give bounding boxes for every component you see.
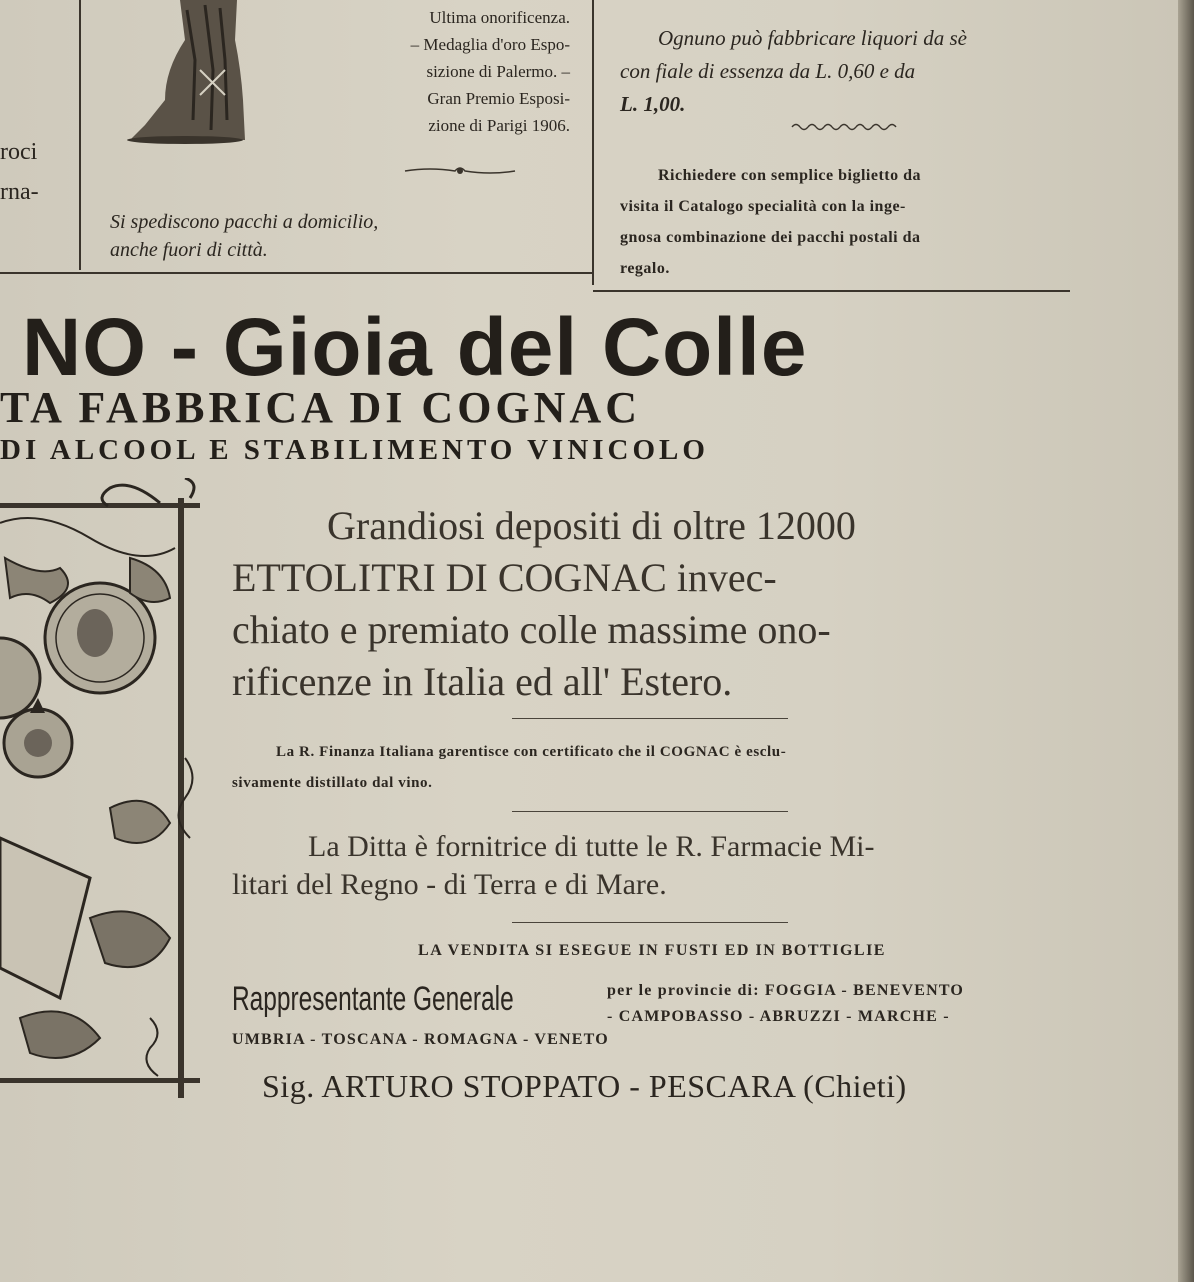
representative-name: Sig. ARTURO STOPPATO - PESCARA (Chieti) bbox=[262, 1068, 907, 1104]
rappresentante-label: Rappresentante Generale bbox=[232, 980, 514, 1018]
column-fragment bbox=[0, 132, 39, 212]
top-box-bottom-rule bbox=[0, 272, 593, 274]
catalogo-note bbox=[620, 160, 1070, 284]
shipping-line: anche fuori di città. bbox=[110, 239, 268, 261]
vendita-line: LA VENDITA SI ESEGUE IN FUSTI ED IN BOTTIGLIE bbox=[418, 942, 886, 959]
fragment-line: roci bbox=[0, 139, 38, 165]
award-line: sizione di Palermo. – bbox=[426, 62, 570, 81]
divider-line bbox=[512, 811, 788, 812]
award-text bbox=[320, 4, 570, 139]
page-title: NO - Gioia del Colle bbox=[22, 302, 808, 393]
provincie-line: per le provincie di: FOGGIA - BENEVENTO bbox=[607, 982, 965, 999]
depositi-line: rificenze in Italia ed all' Estero. bbox=[232, 659, 733, 704]
right-box-bottom-rule bbox=[593, 290, 1070, 292]
subheadline-alcool: DI ALCOOL E STABILIMENTO VINICOLO bbox=[0, 434, 709, 466]
depositi-line: chiato e premiato colle massime ono- bbox=[232, 607, 831, 652]
wavy-divider bbox=[790, 121, 900, 133]
provincie-line: - CAMPOBASSO - ABRUZZI - MARCHE - bbox=[607, 1008, 950, 1025]
vine-medals-illustration bbox=[0, 478, 215, 1118]
award-line: Ultima onorificenza. bbox=[429, 8, 570, 27]
fragment-line: rna- bbox=[0, 179, 39, 205]
liquori-note bbox=[620, 22, 1070, 121]
depositi-paragraph bbox=[232, 500, 1072, 708]
award-line: – Medaglia d'oro Espo- bbox=[410, 35, 570, 54]
page-edge-shadow bbox=[1178, 0, 1194, 1282]
divider-line bbox=[512, 718, 788, 719]
center-column-rule bbox=[592, 0, 594, 285]
subheadline-cognac: TA FABBRICA DI COGNAC bbox=[0, 383, 641, 432]
liquori-line: con fiale di essenza da L. 0,60 e da bbox=[620, 59, 916, 83]
depositi-line: ETTOLITRI DI COGNAC invec- bbox=[232, 555, 777, 600]
provincie-text bbox=[607, 978, 964, 1030]
finanza-line: sivamente distillato dal vino. bbox=[232, 775, 433, 791]
catalogo-line: visita il Catalogo specialità con la inge- bbox=[620, 198, 906, 215]
award-line: Gran Premio Esposi- bbox=[427, 89, 570, 108]
ditta-line: La Ditta è fornitrice di tutte le R. Farmacie Mi- bbox=[308, 830, 875, 863]
catalogo-line: Richiedere con semplice biglietto da bbox=[658, 167, 921, 184]
catalogo-line: gnosa combinazione dei pacchi postali da bbox=[620, 229, 921, 246]
provincie-line-3: UMBRIA - TOSCANA - ROMAGNA - VENETO bbox=[232, 1031, 609, 1048]
catalogo-line: regalo. bbox=[620, 260, 670, 277]
depositi-line: Grandiosi depositi di oltre 12000 bbox=[327, 503, 856, 548]
ditta-line: litari del Regno - di Terra e di Mare. bbox=[232, 868, 667, 901]
left-column-rule bbox=[79, 0, 81, 270]
divider-line bbox=[512, 922, 788, 923]
shipping-note bbox=[110, 208, 580, 264]
finanza-note bbox=[232, 737, 1072, 799]
ornament-divider bbox=[400, 163, 520, 179]
shipping-line: Si spediscono pacchi a domicilio, bbox=[110, 211, 379, 233]
liqueur-bottle-engraving bbox=[125, 0, 290, 145]
ditta-paragraph bbox=[232, 828, 1072, 904]
liquori-line: Ognuno può fabbricare liquori da sè bbox=[658, 26, 967, 50]
finanza-line: La R. Finanza Italiana garentisce con certificato che il COGNAC è esclu- bbox=[276, 744, 787, 760]
liquori-line: L. 1,00. bbox=[620, 92, 686, 116]
award-line: zione di Parigi 1906. bbox=[428, 116, 570, 135]
